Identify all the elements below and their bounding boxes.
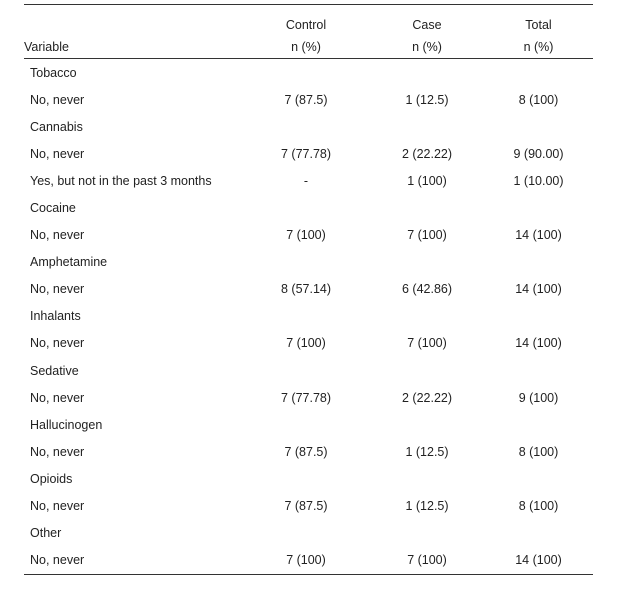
row-total-value: 14 (100) (515, 228, 562, 243)
row-total-value (484, 411, 593, 438)
table-row (24, 249, 593, 276)
row-case-value: 7 (100) (370, 547, 484, 575)
row-total-value (484, 303, 593, 330)
table-row (24, 547, 593, 575)
row-control-value: 7 (77.78) (280, 146, 332, 161)
header-variable: Variable (24, 36, 242, 59)
row-total-value: 9 (90.00) (513, 146, 564, 161)
row-control-value (242, 520, 370, 547)
row-control-value: 7 (77.78) (280, 390, 332, 405)
table-row (24, 303, 593, 330)
row-total-value: 14 (100) (484, 547, 593, 575)
table-header (24, 5, 593, 59)
row-case-value: 1 (12.5) (405, 92, 449, 107)
table-row (24, 194, 593, 221)
row-total-value (484, 194, 593, 221)
row-label: No, never (30, 228, 85, 243)
row-total-value: 8 (100) (518, 499, 559, 514)
row-label: No, never (30, 499, 85, 514)
row-total-value (484, 249, 593, 276)
row-control-value: 7 (100) (286, 336, 326, 351)
table-row (24, 357, 593, 384)
row-label: Sedative (30, 363, 79, 378)
row-total-value: 9 (100) (518, 390, 559, 405)
row-case-value (370, 194, 484, 221)
row-label: Yes, but not in the past 3 months (30, 173, 212, 188)
row-label: No, never (30, 282, 85, 297)
row-label: Cocaine (30, 201, 76, 216)
row-case-value (370, 465, 484, 492)
row-total-value: 14 (100) (515, 282, 562, 297)
row-label: No, never (30, 92, 85, 107)
row-control-value (242, 411, 370, 438)
row-case-value (370, 303, 484, 330)
row-control-value: 7 (100) (286, 228, 326, 243)
table-row (24, 465, 593, 492)
row-case-value: 2 (22.22) (401, 146, 453, 161)
row-total-value: 8 (100) (518, 444, 559, 459)
row-control-value (242, 59, 370, 87)
table-row (24, 86, 593, 113)
row-control-value (242, 303, 370, 330)
row-label: Tobacco (30, 65, 77, 80)
table-row (24, 59, 593, 87)
row-case-value: 1 (100) (407, 173, 447, 188)
row-case-value (370, 59, 484, 87)
row-total-value (484, 59, 593, 87)
row-total-value (484, 357, 593, 384)
table-row (24, 493, 593, 520)
row-control-value: 7 (87.5) (284, 499, 328, 514)
row-total-value: 8 (100) (518, 92, 559, 107)
row-total-value (484, 520, 593, 547)
row-control-value: 7 (100) (242, 547, 370, 575)
row-control-value (242, 357, 370, 384)
table-row (24, 330, 593, 357)
table-row (24, 140, 593, 167)
row-control-value: 7 (87.5) (284, 444, 328, 459)
row-case-value: 7 (100) (407, 228, 447, 243)
header-case-unit: n (%) (370, 36, 484, 59)
row-label: Amphetamine (30, 255, 108, 270)
row-label: Cannabis (30, 119, 83, 134)
row-control-value: - (303, 173, 309, 188)
row-case-value: 2 (22.22) (401, 390, 453, 405)
substance-use-table-container (24, 4, 593, 575)
row-control-value (242, 249, 370, 276)
row-case-value (370, 411, 484, 438)
row-label: Opioids (30, 471, 73, 486)
row-case-value: 1 (12.5) (405, 444, 449, 459)
row-total-value: 14 (100) (515, 336, 562, 351)
header-row-units (24, 36, 593, 59)
row-total-value (484, 465, 593, 492)
header-control-unit: n (%) (242, 36, 370, 59)
row-label: No, never (24, 547, 242, 575)
row-label: No, never (30, 146, 85, 161)
row-total-value (484, 113, 593, 140)
header-row-groups (24, 5, 593, 37)
table-body (24, 59, 593, 575)
table-row (24, 520, 593, 547)
row-label: No, never (30, 390, 85, 405)
row-case-value (370, 520, 484, 547)
table-row (24, 438, 593, 465)
header-total-unit: n (%) (484, 36, 593, 59)
table-row (24, 167, 593, 194)
row-case-value: 6 (42.86) (401, 282, 453, 297)
row-total-value: 1 (10.00) (513, 173, 564, 188)
row-label: Other (30, 526, 62, 541)
row-label: No, never (30, 336, 85, 351)
header-case: Case (370, 5, 484, 37)
row-control-value (242, 465, 370, 492)
row-case-value: 7 (100) (407, 336, 447, 351)
row-case-value (370, 249, 484, 276)
row-case-value (370, 113, 484, 140)
row-label: Inhalants (30, 309, 81, 324)
row-label: No, never (30, 444, 85, 459)
row-control-value: 8 (57.14) (280, 282, 332, 297)
table-row (24, 384, 593, 411)
header-empty-cell (24, 5, 242, 37)
header-total: Total (484, 5, 593, 37)
row-control-value (242, 113, 370, 140)
substance-use-table (24, 4, 593, 575)
table-row (24, 113, 593, 140)
row-control-value: 7 (87.5) (284, 92, 328, 107)
header-control: Control (242, 5, 370, 37)
row-case-value: 1 (12.5) (405, 499, 449, 514)
row-control-value (242, 194, 370, 221)
table-row (24, 411, 593, 438)
table-row (24, 222, 593, 249)
row-label: Hallucinogen (30, 417, 103, 432)
table-row (24, 276, 593, 303)
row-case-value (370, 357, 484, 384)
